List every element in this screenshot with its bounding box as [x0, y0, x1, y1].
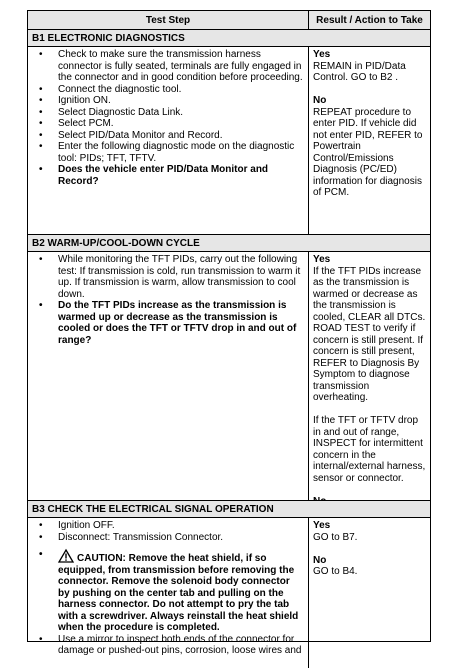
bullet-icon: •	[39, 520, 43, 531]
test-step-cell	[28, 252, 309, 500]
list-item: • Use a mirror to inspect both ends of the connector for damage or pushed-out pins, corrosion, loose wires and	[39, 633, 302, 656]
yes-action: REMAIN in PID/Data Control. GO to B2 .	[313, 60, 406, 83]
bullet-icon: •	[39, 141, 43, 152]
bullet-icon: •	[39, 633, 43, 645]
no-label: No	[313, 554, 327, 566]
result-cell	[309, 47, 430, 234]
bullet-icon: •	[39, 95, 43, 106]
section-title-b3: B3 CHECK THE ELECTRICAL SIGNAL OPERATION	[28, 501, 430, 518]
yes-label: Yes	[313, 254, 331, 265]
header-test-step: Test Step	[28, 11, 309, 29]
no-action: REPEAT procedure to enter PID. If vehicle did not enter PID, REFER to Powertrain Control/Emissions Diagnosis (PC/ED) information for diagnosis of PCM.	[313, 106, 423, 198]
bullet-icon: •	[39, 106, 43, 118]
list-item: • Select PCM.	[39, 118, 114, 129]
no-action: GO to B4.	[313, 566, 358, 577]
yes-label: Yes	[313, 520, 331, 531]
list-item: • Select Diagnostic Data Link.	[39, 106, 184, 118]
section-title-b2: B2 WARM-UP/COOL-DOWN CYCLE	[28, 235, 430, 252]
step-list	[28, 254, 304, 346]
list-item: • Select PID/Data Monitor and Record.	[39, 129, 223, 141]
result-cell	[309, 518, 430, 668]
test-step-cell	[28, 518, 309, 668]
bullet-icon: •	[39, 118, 43, 129]
section-body-b2	[28, 252, 430, 501]
bullet-icon: •	[39, 254, 43, 265]
section-body-b1	[28, 47, 430, 235]
bullet-icon: •	[39, 549, 43, 560]
bullet-icon: •	[39, 531, 43, 543]
list-item-question: • Does the vehicle enter PID/Data Monitor and Record?	[39, 164, 269, 187]
bullet-icon: •	[39, 164, 43, 175]
yes-label: Yes	[313, 49, 331, 60]
test-step-cell	[28, 47, 309, 234]
list-item: • Ignition ON.	[39, 95, 111, 106]
bullet-icon: •	[39, 129, 43, 141]
no-label: No	[313, 95, 327, 106]
list-item: • While monitoring the TFT PIDs, carry out the following test: If transmission is cold, run transmission to warm it up. If transmission is warm, allow transmission to cool down.	[39, 254, 301, 300]
step-list	[28, 49, 304, 187]
header-result-action: Result / Action to Take	[316, 15, 423, 26]
result-cell	[309, 252, 430, 500]
warning-triangle-icon	[58, 549, 74, 563]
bullet-icon: •	[39, 83, 43, 95]
section-body-b3	[28, 518, 430, 668]
list-item-caution: • CAUTION: Remove the heat shield, if so equipped, from transmission before removing the connector. Remove the solenoid body connector by pushing on the center tab and pulling on the harness connector. Do not attempt to pry the tab with a screwdriver. Always reinstall the heat shield when the procedure is completed.	[39, 549, 299, 633]
step-list	[28, 520, 304, 657]
table-header	[28, 11, 430, 30]
yes-action: GO to B7.	[313, 531, 358, 543]
list-item: • Ignition OFF.	[39, 520, 115, 531]
diagnostic-table	[27, 10, 431, 656]
list-item: • Enter the following diagnostic mode on the diagnostic tool: PIDs; TFT, TFTV.	[39, 141, 295, 164]
list-item: • Check to make sure the transmission harness connector is fully seated, terminals are fully engaged in the connector and in good condition before proceeding.	[39, 49, 303, 83]
bullet-icon: •	[39, 49, 43, 60]
yes-action-secondary: If the TFT or TFTV drop in and out of range, INSPECT for intermittent concern in the internal/external harness, sensor or connector.	[313, 415, 426, 484]
yes-action: If the TFT PIDs increase as the transmission is warmed or decrease as the transmission is cooled, CLEAR all DTCs. ROAD TEST to verify if concern is still present. If concern is still present, REFER to Diagnosis By Symptom to diagnose transmission overheating.	[313, 265, 426, 403]
section-title-b1: B1 ELECTRONIC DIAGNOSTICS	[28, 30, 430, 47]
list-item-question: • Do the TFT PIDs increase as the transmission is warmed up or decrease as the transmission is cooled or does the TFT or TFTV drop in and out of range?	[39, 300, 297, 346]
bullet-icon: •	[39, 300, 43, 311]
list-item: • Connect the diagnostic tool.	[39, 83, 182, 95]
list-item: • Disconnect: Transmission Connector.	[39, 531, 224, 543]
